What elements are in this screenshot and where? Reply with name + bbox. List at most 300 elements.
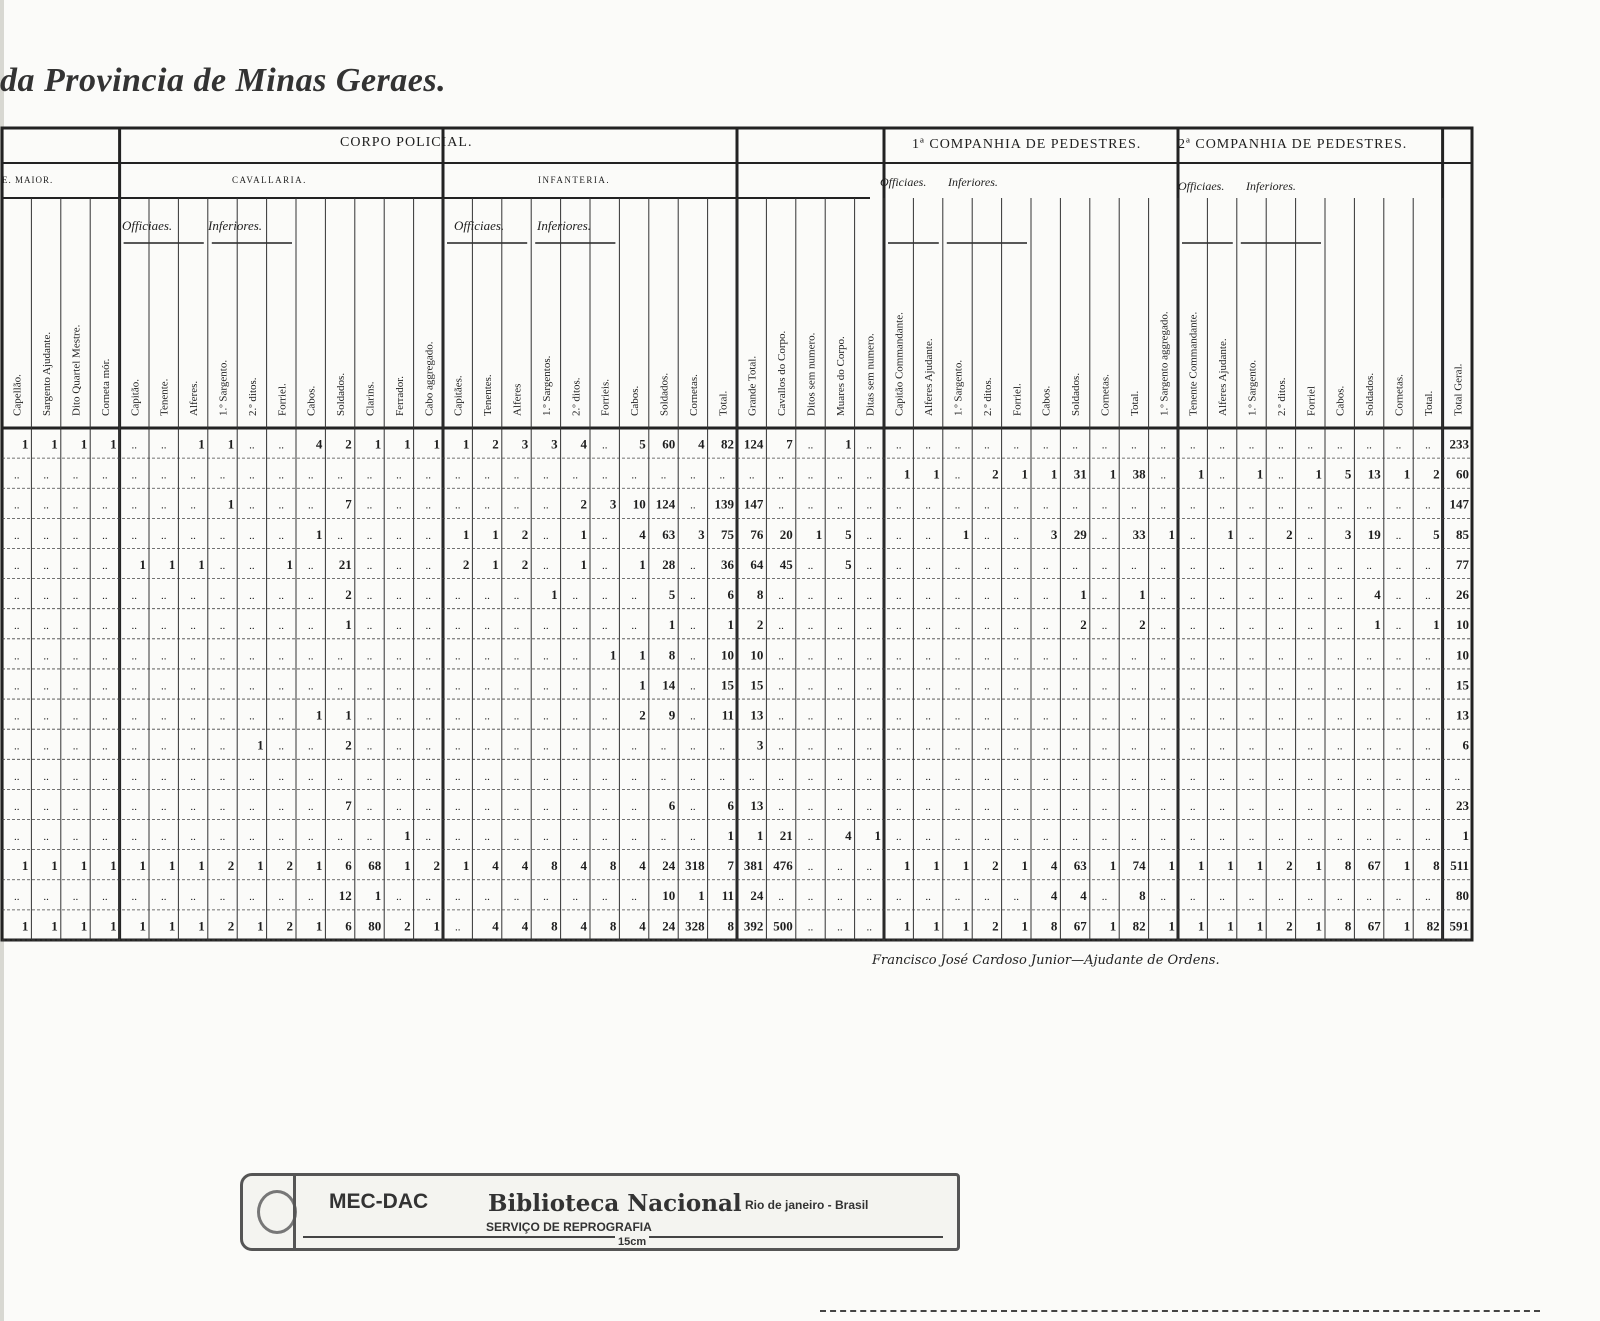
column-header: Alferes Ajudante. <box>923 338 936 416</box>
table-cell: 5 <box>668 587 676 603</box>
dot-leader: .. <box>1307 439 1314 452</box>
dot-leader: .. <box>249 680 255 693</box>
library-stamp <box>240 1173 960 1251</box>
dot-leader: .. <box>1131 680 1137 693</box>
dot-leader: .. <box>837 499 843 512</box>
dot-leader: .. <box>396 499 402 512</box>
dot-leader: .. <box>1366 650 1372 663</box>
table-cell: 328 <box>685 918 705 934</box>
dot-leader: .. <box>572 740 579 753</box>
dot-leader: .. <box>219 590 226 603</box>
table-cell: 10 <box>721 647 734 663</box>
dot-leader: .. <box>396 891 402 904</box>
dot-leader: .. <box>631 740 637 753</box>
dot-leader: .. <box>102 710 108 723</box>
dot-leader: .. <box>190 620 196 633</box>
dot-leader: .. <box>807 590 814 603</box>
table-cell: 1 <box>110 436 117 452</box>
dot-leader: .. <box>1248 740 1255 753</box>
dot-leader: .. <box>1013 770 1020 783</box>
dot-leader: .. <box>837 620 843 633</box>
dot-leader: .. <box>807 740 814 753</box>
table-cell: 5 <box>1344 466 1352 482</box>
table-cell: 3 <box>698 526 705 542</box>
dot-leader: .. <box>484 620 490 633</box>
dot-leader: .. <box>572 770 579 783</box>
column-header: Clarins. <box>364 381 377 416</box>
dot-leader: .. <box>425 559 432 572</box>
dot-leader: .. <box>954 831 961 844</box>
table-cell: 1 <box>21 858 29 874</box>
estado-maior-header: E. MAIOR. <box>2 175 54 185</box>
dot-leader: .. <box>1101 800 1108 813</box>
inf-officiaes-label: Officiaes. <box>454 218 505 233</box>
dot-leader: .. <box>837 861 843 874</box>
table-cell: 11 <box>721 707 734 723</box>
dot-leader: .. <box>572 620 579 633</box>
table-cell: 2 <box>433 858 440 874</box>
dot-leader: .. <box>925 831 931 844</box>
dot-leader: .. <box>543 710 549 723</box>
dot-leader: .. <box>43 891 49 904</box>
dot-leader: .. <box>219 469 226 482</box>
dot-leader: .. <box>131 590 138 603</box>
dot-leader: .. <box>690 469 696 482</box>
dot-leader: .. <box>1072 680 1078 693</box>
dot-leader: .. <box>778 469 784 482</box>
dot-leader: .. <box>1219 710 1225 723</box>
table-cell: 1 <box>80 858 88 874</box>
dot-leader: .. <box>13 650 20 663</box>
dot-leader: .. <box>1189 740 1196 753</box>
dot-leader: .. <box>1395 590 1402 603</box>
table-cell: 6 <box>345 918 352 934</box>
dot-leader: .. <box>543 469 549 482</box>
dot-leader: .. <box>778 590 784 603</box>
dot-leader: .. <box>278 800 285 813</box>
table-cell: 8 <box>727 918 734 934</box>
table-cell: 9 <box>668 707 676 723</box>
table-cell: 1 <box>1021 858 1028 874</box>
dot-leader: .. <box>1160 559 1167 572</box>
stamp-divider <box>293 1176 296 1248</box>
dot-leader: .. <box>895 891 902 904</box>
table-cell: 3 <box>609 496 617 512</box>
table-cell: 33 <box>1132 526 1146 542</box>
dot-leader: .. <box>1013 710 1020 723</box>
dot-leader: .. <box>278 680 285 693</box>
c1-officiaes-label: Officiaes. <box>880 175 927 189</box>
dot-leader: .. <box>249 469 255 482</box>
dot-leader: .. <box>307 650 314 663</box>
dot-leader: .. <box>690 680 696 693</box>
table-cell: 1 <box>1374 617 1381 633</box>
dot-leader: .. <box>719 770 726 783</box>
dot-leader: .. <box>513 831 520 844</box>
table-cell: 1 <box>1462 828 1469 844</box>
dot-leader: .. <box>307 620 314 633</box>
column-header: Total Geral. <box>1452 363 1465 416</box>
dot-leader: .. <box>1160 590 1167 603</box>
dot-leader: .. <box>513 620 520 633</box>
dot-leader: .. <box>895 529 902 542</box>
table-cell: 1 <box>962 918 970 934</box>
dot-leader: .. <box>1219 620 1225 633</box>
dot-leader: .. <box>366 620 373 633</box>
dot-leader: .. <box>1307 800 1314 813</box>
dot-leader: .. <box>1131 559 1137 572</box>
dot-leader: .. <box>1278 770 1284 783</box>
table-cell: 1 <box>286 556 293 572</box>
dot-leader: .. <box>543 529 549 542</box>
dot-leader: .. <box>337 650 343 663</box>
dot-leader: .. <box>160 710 167 723</box>
dot-leader: .. <box>513 891 520 904</box>
c2-inferiores-label: Inferiores. <box>1246 179 1296 193</box>
dot-leader: .. <box>1160 650 1167 663</box>
dot-leader: .. <box>1160 439 1167 452</box>
dot-leader: .. <box>425 529 432 542</box>
dot-leader: .. <box>1042 650 1049 663</box>
dot-leader: .. <box>484 590 490 603</box>
table-cell: 1 <box>1050 466 1058 482</box>
table-cell: 2 <box>227 858 235 874</box>
dot-leader: .. <box>1248 439 1255 452</box>
dot-leader: .. <box>1042 620 1049 633</box>
table-cell: 1 <box>315 526 323 542</box>
dot-leader: .. <box>660 770 667 783</box>
column-header: Capitães. <box>452 375 465 416</box>
table-cell: 4 <box>521 918 529 934</box>
table-cell: 1 <box>1227 858 1234 874</box>
dot-leader: .. <box>337 831 343 844</box>
dot-leader: .. <box>337 469 343 482</box>
dot-leader: .. <box>837 710 843 723</box>
dot-leader: .. <box>631 770 637 783</box>
table-cell: 1 <box>1256 918 1264 934</box>
table-cell: 1 <box>462 436 470 452</box>
dot-leader: .. <box>690 650 696 663</box>
dot-leader: .. <box>249 559 255 572</box>
dot-leader: .. <box>748 770 755 783</box>
table-cell: 63 <box>1073 858 1087 874</box>
dot-leader: .. <box>1336 620 1343 633</box>
dot-leader: .. <box>572 590 579 603</box>
dot-leader: .. <box>278 439 285 452</box>
table-cell: 28 <box>662 556 676 572</box>
dot-leader: .. <box>866 439 873 452</box>
dot-leader: .. <box>1101 620 1108 633</box>
dot-leader: .. <box>72 831 79 844</box>
dot-leader: .. <box>484 770 490 783</box>
dot-leader: .. <box>278 529 285 542</box>
dot-leader: .. <box>72 529 79 542</box>
dot-leader: .. <box>1072 831 1078 844</box>
dot-leader: .. <box>513 499 520 512</box>
table-cell: 15 <box>1456 677 1469 693</box>
dot-leader: .. <box>984 770 990 783</box>
table-cell: 1 <box>374 888 382 904</box>
dot-leader: .. <box>1278 800 1284 813</box>
dot-leader: .. <box>572 710 579 723</box>
dot-leader: .. <box>1013 831 1020 844</box>
table-cell: 77 <box>1456 556 1469 572</box>
dot-leader: .. <box>925 800 931 813</box>
table-cell: 318 <box>685 858 705 874</box>
dot-leader: .. <box>866 680 873 693</box>
table-cell: 591 <box>1449 918 1469 934</box>
table-cell: 1 <box>110 858 117 874</box>
dot-leader: .. <box>1160 620 1167 633</box>
dot-leader: .. <box>1395 680 1402 693</box>
dot-leader: .. <box>601 529 608 542</box>
dot-leader: .. <box>337 529 343 542</box>
dot-leader: .. <box>954 499 961 512</box>
dot-leader: .. <box>954 650 961 663</box>
dot-leader: .. <box>1425 590 1431 603</box>
dot-leader: .. <box>543 831 549 844</box>
dot-leader: .. <box>778 770 784 783</box>
column-header: Grande Total. <box>746 355 759 416</box>
dot-leader: .. <box>1189 439 1196 452</box>
dot-leader: .. <box>278 891 285 904</box>
column-header: Cornetas. <box>1393 374 1406 416</box>
dot-leader: .. <box>307 590 314 603</box>
dot-leader: .. <box>543 680 549 693</box>
dot-leader: .. <box>396 800 402 813</box>
dot-leader: .. <box>43 800 49 813</box>
table-cell: 1 <box>404 858 411 874</box>
dot-leader: .. <box>778 710 784 723</box>
dot-leader: .. <box>102 770 108 783</box>
dot-leader: .. <box>396 559 402 572</box>
dot-leader: .. <box>1395 831 1402 844</box>
table-cell: 4 <box>580 858 587 874</box>
dot-leader: .. <box>954 740 961 753</box>
dot-leader: .. <box>102 891 108 904</box>
column-header: 1.º Sargento. <box>1246 359 1259 416</box>
dot-leader: .. <box>690 620 696 633</box>
table-cell: 1 <box>1227 526 1234 542</box>
dot-leader: .. <box>1278 590 1284 603</box>
table-cell: 1 <box>1109 858 1117 874</box>
dot-leader: .. <box>601 740 608 753</box>
dot-leader: .. <box>1366 740 1372 753</box>
dot-leader: .. <box>866 861 873 874</box>
dot-leader: .. <box>1395 559 1402 572</box>
table-cell: 1 <box>1021 466 1028 482</box>
cav-inferiores-label: Inferiores. <box>208 218 263 233</box>
dot-leader: .. <box>366 529 373 542</box>
dot-leader: .. <box>219 529 226 542</box>
table-cell: 1 <box>51 436 58 452</box>
dot-leader: .. <box>660 831 667 844</box>
dot-leader: .. <box>1425 770 1431 783</box>
dot-leader: .. <box>1307 529 1314 542</box>
column-header: Cabo aggregado. <box>423 341 436 416</box>
dot-leader: .. <box>219 831 226 844</box>
table-cell: 7 <box>786 436 793 452</box>
dot-leader: .. <box>131 891 138 904</box>
dot-leader: .. <box>131 499 138 512</box>
table-cell: 1 <box>345 617 352 633</box>
table-cell: 6 <box>1462 737 1469 753</box>
table-cell: 36 <box>721 556 734 572</box>
column-header: Total. <box>1128 390 1141 416</box>
column-header: Soldados. <box>658 372 671 416</box>
table-cell: 4 <box>492 918 499 934</box>
dot-leader: .. <box>1013 650 1020 663</box>
table-cell: 21 <box>338 556 352 572</box>
dot-leader: .. <box>1101 740 1108 753</box>
dot-leader: .. <box>1160 891 1167 904</box>
dot-leader: .. <box>895 620 902 633</box>
dot-leader: .. <box>543 891 549 904</box>
dot-leader: .. <box>278 710 285 723</box>
dot-leader: .. <box>837 770 843 783</box>
column-header: Sargento Ajudante. <box>41 331 54 416</box>
table-cell: 1 <box>551 587 558 603</box>
table-cell: 4 <box>315 436 323 452</box>
table-cell: 8 <box>609 858 617 874</box>
table-cell: 1 <box>257 737 264 753</box>
dot-leader: .. <box>866 529 873 542</box>
table-cell: 2 <box>639 707 646 723</box>
dot-leader: .. <box>43 710 49 723</box>
dot-leader: .. <box>13 800 20 813</box>
table-cell: 1 <box>80 918 88 934</box>
table-cell: 2 <box>1286 858 1293 874</box>
dot-leader: .. <box>307 469 314 482</box>
column-header: 1.º Sargento aggregado. <box>1158 311 1171 416</box>
dot-leader: .. <box>366 559 373 572</box>
dot-leader: .. <box>984 740 990 753</box>
table-cell: 1 <box>874 828 881 844</box>
table-cell: 1 <box>903 918 911 934</box>
page-title: da Provincia de Minas Geraes. <box>0 62 447 99</box>
dot-leader: .. <box>278 740 285 753</box>
column-header: 1.º Sargento. <box>952 359 965 416</box>
column-header: Alferes <box>511 383 524 416</box>
dot-leader: .. <box>72 800 79 813</box>
dot-leader: .. <box>895 650 902 663</box>
dot-leader: .. <box>1101 891 1108 904</box>
dot-leader: .. <box>513 590 520 603</box>
dot-leader: .. <box>454 770 461 783</box>
dot-leader: .. <box>984 559 990 572</box>
dot-leader: .. <box>1160 710 1167 723</box>
dot-leader: .. <box>543 559 549 572</box>
table-cell: 8 <box>668 647 676 663</box>
dot-leader: .. <box>807 770 814 783</box>
dot-leader: .. <box>866 620 873 633</box>
table-cell: 1 <box>933 466 940 482</box>
dot-leader: .. <box>72 680 79 693</box>
dot-leader: .. <box>396 740 402 753</box>
dot-leader: .. <box>102 469 108 482</box>
dot-leader: .. <box>131 740 138 753</box>
table-cell: 8 <box>756 587 764 603</box>
dot-leader: .. <box>307 800 314 813</box>
dot-leader: .. <box>601 439 608 452</box>
dot-leader: .. <box>1307 770 1314 783</box>
dot-leader: .. <box>1189 529 1196 542</box>
dot-leader: .. <box>866 590 873 603</box>
dot-leader: .. <box>1042 499 1049 512</box>
dot-leader: .. <box>1160 499 1167 512</box>
dot-leader: .. <box>72 590 79 603</box>
table-cell: 1 <box>198 436 205 452</box>
dot-leader: .. <box>13 559 20 572</box>
dot-leader: .. <box>719 469 726 482</box>
dot-leader: .. <box>131 680 138 693</box>
table-cell: 1 <box>1315 466 1322 482</box>
table-cell: 10 <box>632 496 646 512</box>
dot-leader: .. <box>1042 710 1049 723</box>
column-header: Tenente. <box>158 378 171 416</box>
table-cell: 2 <box>1433 466 1440 482</box>
dot-leader: .. <box>396 650 402 663</box>
dot-leader: .. <box>1219 559 1225 572</box>
dot-leader: .. <box>484 650 490 663</box>
dot-leader: .. <box>1336 770 1343 783</box>
dot-leader: .. <box>1366 891 1372 904</box>
table-group-headers <box>2 135 1407 233</box>
dot-leader: .. <box>1101 650 1108 663</box>
dot-leader: .. <box>690 831 696 844</box>
table-cell: 21 <box>779 828 793 844</box>
table-cell: 1 <box>227 436 235 452</box>
table-cell: 8 <box>1344 918 1352 934</box>
dot-leader: .. <box>1072 770 1078 783</box>
dot-leader: .. <box>1336 439 1343 452</box>
dot-leader: .. <box>219 770 226 783</box>
table-cell: 8 <box>609 918 617 934</box>
column-header: Soldados. <box>1070 372 1083 416</box>
dot-leader: .. <box>13 499 20 512</box>
dot-leader: .. <box>895 740 902 753</box>
dot-leader: .. <box>190 740 196 753</box>
dot-leader: .. <box>1219 650 1225 663</box>
table-cell: 1 <box>51 918 58 934</box>
dot-leader: .. <box>601 620 608 633</box>
stamp-city: Rio de janeiro - Brasil <box>745 1198 869 1212</box>
dot-leader: .. <box>72 740 79 753</box>
dot-leader: .. <box>837 921 843 934</box>
dot-leader: .. <box>572 469 579 482</box>
dot-leader: .. <box>1278 439 1284 452</box>
table-cell: 4 <box>845 828 852 844</box>
table-cell: 2 <box>492 436 499 452</box>
dot-leader: .. <box>954 770 961 783</box>
dot-leader: .. <box>43 499 49 512</box>
table-cell: 12 <box>338 888 352 904</box>
table-cell: 1 <box>639 647 646 663</box>
dot-leader: .. <box>631 469 637 482</box>
dot-leader: .. <box>160 650 167 663</box>
dot-leader: .. <box>13 620 20 633</box>
dot-leader: .. <box>1307 559 1314 572</box>
table-cell: 8 <box>551 918 558 934</box>
dot-leader: .. <box>543 650 549 663</box>
table-cell: 1 <box>492 526 499 542</box>
table-cell: 4 <box>1080 888 1087 904</box>
column-header: Soldados. <box>1364 372 1377 416</box>
dot-leader: .. <box>807 861 814 874</box>
table-cell: 1 <box>21 918 29 934</box>
dot-leader: .. <box>484 499 490 512</box>
signature: Francisco José Cardoso Junior—Ajudante de Ordens. <box>872 953 1220 968</box>
